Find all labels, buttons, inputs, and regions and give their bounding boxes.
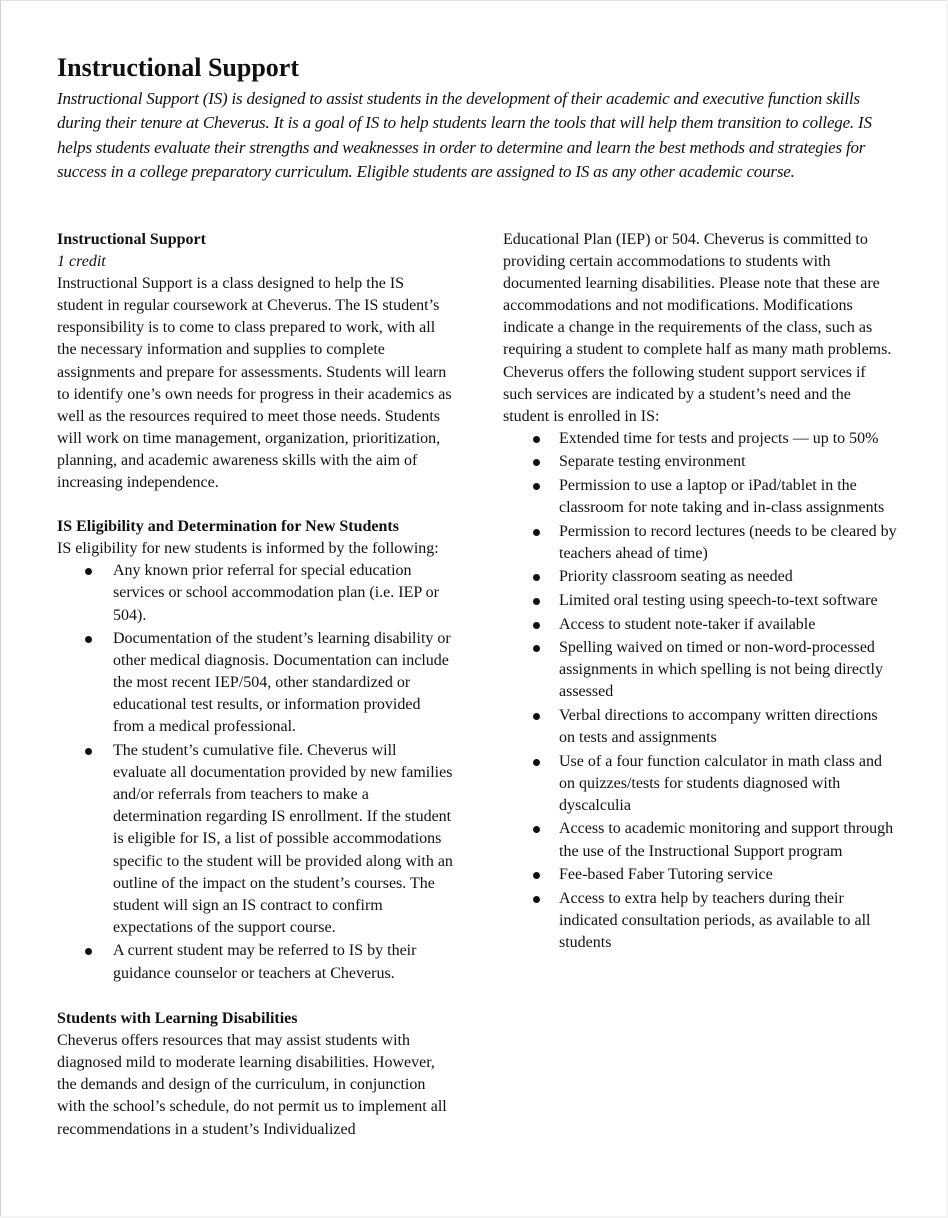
list-item [503,864,897,886]
course-credit: 1 credit [57,253,106,271]
bullet-icon [85,948,92,955]
bullet-icon [533,826,540,833]
bullet-icon [533,459,540,466]
bullet-icon [85,748,92,755]
list-item [503,451,897,473]
list-item [503,475,897,519]
right-column [503,229,897,956]
spacer [57,986,453,1008]
disabilities-text-part1: Cheverus offers resources that may assist students with diagnosed mild to moderate learning disabilities. However, the demands and design of the curriculum, in conjunction with the school’s schedule, do not permit us to implement all recommendations in a student’s Individualized [57,1032,447,1138]
list-item [57,560,453,626]
bullet-icon [533,574,540,581]
bullet-icon [533,436,540,443]
list-item [503,521,897,565]
list-item [503,637,897,703]
list-item-text: Limited oral testing using speech-to-text software [559,592,878,609]
list-item [503,751,897,817]
eligibility-title: IS Eligibility and Determination for New Students [57,518,399,536]
list-item [503,614,897,636]
list-item-text: Documentation of the student’s learning disability or other medical diagnosis. Documentation can include the most recent IEP/504, other standardized or educational test results, or information provided from a medical professional. [113,630,451,736]
services-list [503,428,897,954]
page-header [57,53,893,184]
page-title: Instructional Support [57,53,299,82]
list-item [503,590,897,612]
list-item [503,566,897,588]
list-item [503,705,897,749]
list-item-text: Permission to use a laptop or iPad/tablet in the classroom for note taking and in-class assignments [559,477,885,517]
list-item-text: Fee-based Faber Tutoring service [559,866,773,884]
bullet-icon [533,896,540,903]
list-item-text: Spelling waived on timed or non-word-processed assignments in which spelling is not being directly assessed [559,639,883,701]
list-item-text: Separate testing environment [559,453,746,471]
bullet-icon [533,713,540,720]
spacer [57,494,453,516]
course-title: Instructional Support [57,231,206,248]
eligibility-lead: IS eligibility for new students is informed by the following: [57,540,439,558]
list-item-text: The student’s cumulative file. Cheverus will evaluate all documentation provided by new families and/or referrals from teachers to make a determination regarding IS enrollment. If the student is eligible for IS, a list of possible accommodations specific to the student will be provided along with an outline of the impact on the student’s courses. The student will sign an IS contract to confirm expectations of the support course. [113,742,453,936]
list-item-text: Extended time for tests and projects — up to 50% [559,429,879,447]
list-item [503,818,897,862]
eligibility-list [57,560,453,984]
bullet-icon [533,872,540,879]
intro-paragraph: Instructional Support (IS) is designed to assist students in the development of their academic and executive function skills during their tenure at Cheverus. It is a goal of IS to help students learn the tools that will help them transition to college. IS helps students evaluate their strengths and weaknesses in order to determine and learn the best methods and strategies for success in a college preparatory curriculum. Eligible students are assigned to IS as any other academic course. [57,89,872,181]
list-item-text: Access to extra help by teachers during their indicated consultation periods, as available to all students [559,889,871,951]
bullet-icon [533,645,540,652]
left-column [57,229,453,1141]
list-item [57,628,453,738]
list-item-text: Permission to record lectures (needs to be cleared by teachers ahead of time) [559,522,897,562]
list-item-text: Priority classroom seating as needed [559,568,793,586]
list-item-text: Access to student note-taker if available [559,615,816,633]
bullet-icon [533,622,540,629]
list-item-text: Any known prior referral for special education services or school accommodation plan (i.e. IEP or 504). [113,562,439,624]
list-item-text: Verbal directions to accompany written directions on tests and assignments [559,706,878,747]
bullet-icon [533,598,540,605]
course-description: Instructional Support is a class designed to help the IS student in regular coursework at Cheverus. The IS student’s responsibility is to come to class prepared to work, with all the necessary information and supplies to complete assignments and prepare for assessments. Students will learn to identify one’s own needs for progress in their academics as well as the resources required to meet those needs. Students will work on time management, organization, prioritization, planning, and academic awareness skills with the aim of increasing independence. [57,275,452,492]
disabilities-text-part2: Educational Plan (IEP) or 504. Cheverus is committed to providing certain accommodations to students with documented learning disabilities. Please note that these are accommodations and not modifications. Modifications indicate a change in the requirements of the class, such as requiring a student to complete half as many math problems. Cheverus offers the following student support services if such services are indicated by a student’s need and the student is enrolled in IS: [503,231,892,425]
bullet-icon [533,483,540,490]
disabilities-title: Students with Learning Disabilities [57,1010,298,1028]
list-item-text: A current student may be referred to IS by their guidance counselor or teachers at Cheverus. [113,942,417,982]
list-item [57,740,453,939]
bullet-icon [533,759,540,766]
list-item-text: Use of a four function calculator in math class and on quizzes/tests for students diagnosed with dyscalculia [559,752,882,814]
list-item [503,428,897,450]
bullet-icon [85,568,92,575]
bullet-icon [85,636,92,643]
list-item [503,888,897,954]
list-item-text: Access to academic monitoring and support through the use of the Instructional Support program [559,820,894,860]
bullet-icon [533,529,540,536]
list-item [57,940,453,984]
